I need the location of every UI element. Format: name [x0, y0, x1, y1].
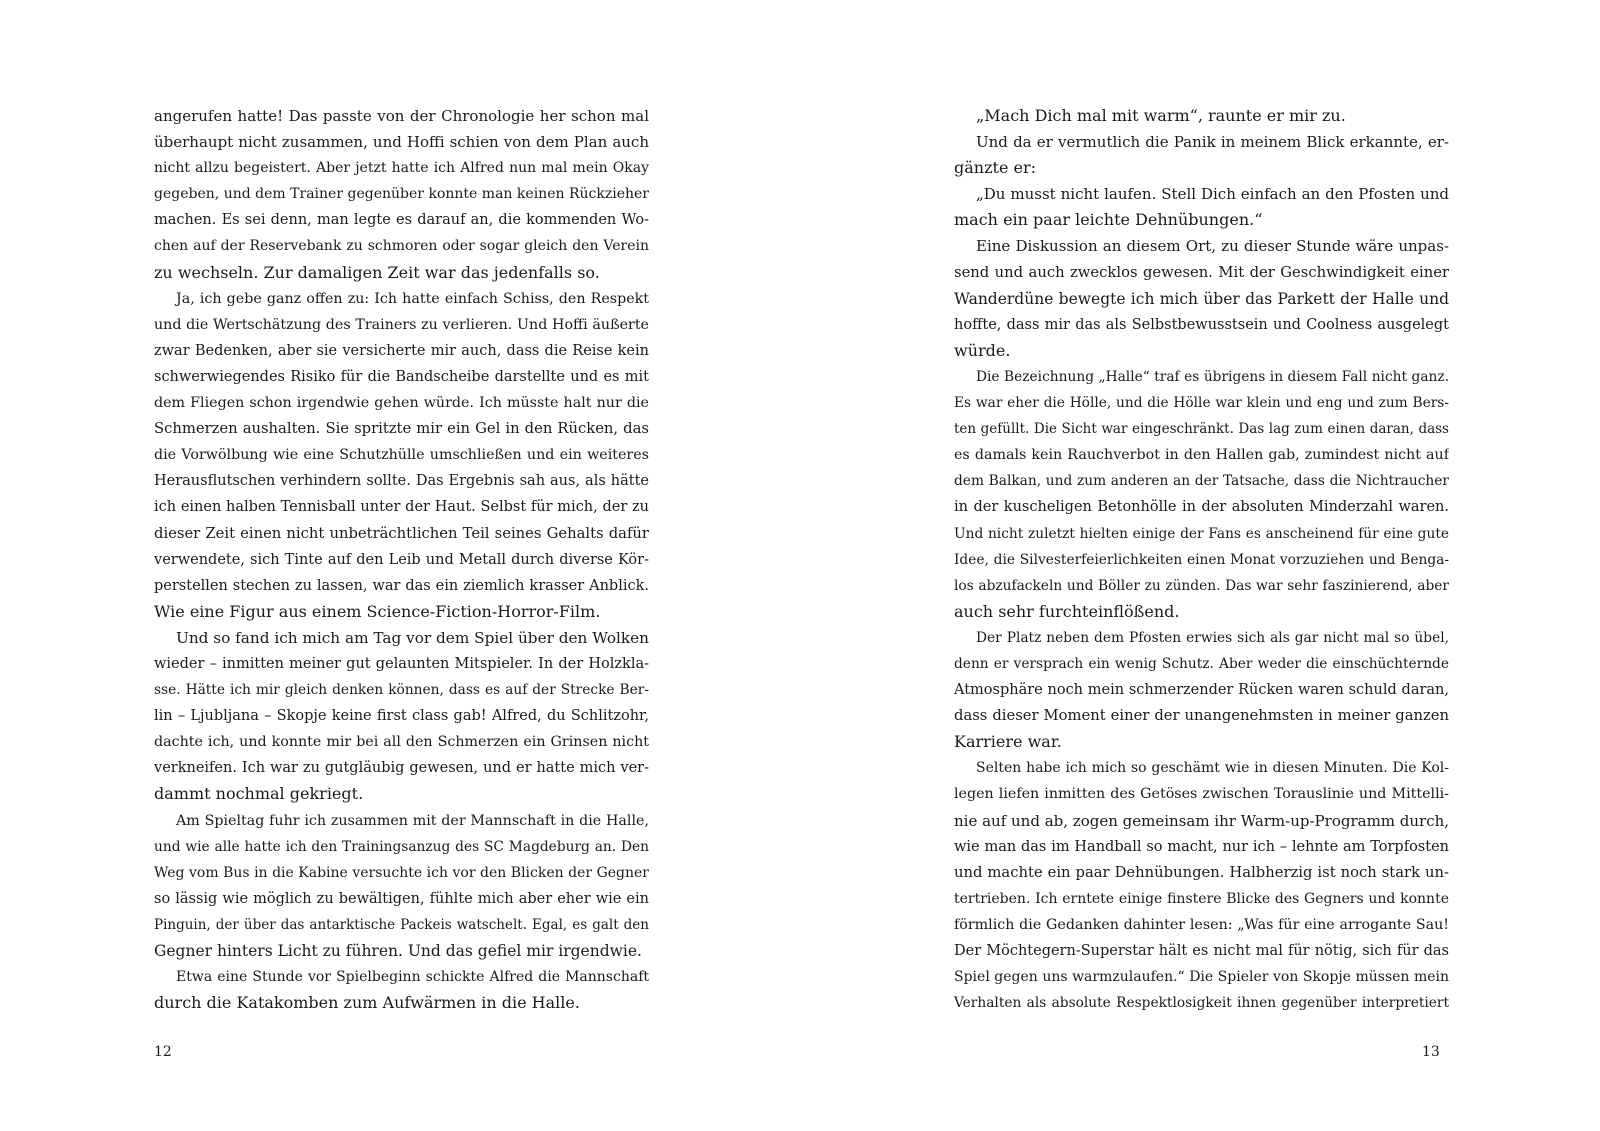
text-line: förmlich die Gedanken dahinter lesen: „Was für eine arrogante Sau! [954, 916, 1449, 933]
text-line: dass dieser Moment einer der unangenehmsten in meiner ganzen [954, 707, 1449, 725]
text-line: denn er versprach ein wenig Schutz. Aber weder die einschüchternde [954, 655, 1449, 672]
text-line: send und auch zwecklos gewesen. Mit der Geschwindigkeit einer [954, 263, 1449, 281]
text-line: angerufen hatte! Das passte von der Chronologie her schon mal [154, 107, 649, 125]
text-line: legen liefen inmitten des Getöses zwischen Torauslinie und Mittelli- [954, 786, 1449, 803]
text-line: perstellen stechen zu lassen, war das ein ziemlich krasser Anblick. [154, 577, 649, 594]
text-line: Etwa eine Stunde vor Spielbeginn schickte Alfred die Mannschaft [176, 969, 649, 986]
text-line: Am Spieltag fuhr ich zusammen mit der Mannschaft in die Halle, [176, 812, 649, 829]
text-line: Der Möchtegern-Superstar hält es nicht mal für nötig, sich für das [954, 943, 1449, 959]
text-line: nie auf und ab, zogen gemeinsam ihr Warm-up-Programm durch, [954, 811, 1449, 830]
text-line: Herausflutschen verhindern sollte. Das Ergebnis sah aus, als hätte [154, 473, 649, 490]
text-line: mach ein paar leichte Dehnübungen.“ [954, 210, 1263, 230]
text-line: verkneifen. Ich war zu gutgläubig gewesen, und er hatte mich ver- [154, 760, 649, 777]
right-page-text [954, 103, 1449, 1016]
text-line: „Mach Dich mal mit warm“, raunte er mir zu. [976, 106, 1346, 125]
text-line: wie man das im Handball so macht, nur ich – lehnte am Torpfosten [954, 838, 1449, 855]
text-line: Weg vom Bus in die Kabine versuchte ich vor den Blicken der Gegner [154, 864, 649, 881]
text-line: lin – Ljubljana – Skopje keine first class gab! Alfred, du Schlitzohr, [154, 708, 649, 725]
text-line: los abzufackeln und Böller zu zünden. Das war sehr faszinierend, aber [954, 577, 1449, 594]
text-line: Karriere war. [954, 732, 1062, 752]
text-line: Wie eine Figur aus einem Science-Fiction-Horror-Film. [154, 601, 601, 621]
text-line: Der Platz neben dem Pfosten erwies sich als gar nicht mal so übel, [976, 629, 1449, 646]
text-line: „Du musst nicht laufen. Stell Dich einfach an den Pfosten und [976, 185, 1449, 204]
text-line: Ja, ich gebe ganz offen zu: Ich hatte einfach Schiss, den Respekt [176, 290, 649, 307]
text-line: Eine Diskussion an diesem Ort, zu dieser Stunde wäre unpas- [976, 237, 1449, 256]
text-line: Pinguin, der über das antarktische Packeis watschelt. Egal, es galt den [154, 916, 649, 933]
right-page-number: 13 [1422, 1044, 1440, 1060]
text-line: Idee, die Silvesterfeierlichkeiten einen Monat vorzuziehen und Benga- [954, 551, 1449, 568]
text-line: auch sehr furchteinflößend. [954, 601, 1180, 621]
text-line: Spiel gegen uns warmzulaufen.“ Die Spieler von Skopje müssen mein [954, 969, 1449, 986]
text-line: Verhalten als absolute Respektlosigkeit ihnen gegenüber interpretiert [954, 995, 1449, 1012]
text-line: zu wechseln. Zur damaligen Zeit war das jedenfalls so. [154, 262, 600, 282]
left-page-number: 12 [154, 1044, 172, 1060]
text-line: und die Wertschätzung des Trainers zu verlieren. Und Hoffi äußerte [154, 316, 649, 333]
text-line: hoffte, dass mir das als Selbstbewusstsein und Coolness ausgelegt [954, 316, 1449, 333]
text-line: dem Balkan, und zum anderen an der Tatsache, dass die Nichtraucher [954, 473, 1449, 490]
text-line: schwerwiegendes Risiko für die Bandscheibe darstellte und es mit [154, 368, 649, 385]
text-line: Und so fand ich mich am Tag vor dem Spiel über den Wolken [176, 628, 649, 647]
text-line: dieser Zeit einen nicht unbeträchtlichen Teil seines Gehalts dafür [154, 524, 649, 542]
text-line: Es war eher die Hölle, und die Hölle war klein und eng und zum Bers- [954, 395, 1449, 412]
text-line: dammt nochmal gekriegt. [154, 784, 364, 804]
text-line: dachte ich, und konnte mir bei all den Schmerzen ein Grinsen nicht [154, 734, 649, 751]
text-line: dem Fliegen schon irgendwie gehen würde. Ich müsste halt nur die [154, 395, 649, 412]
text-line: gänzte er: [954, 158, 1037, 178]
text-line: nicht allzu begeistert. Aber jetzt hatte ich Alfred nun mal mein Okay [154, 160, 649, 177]
text-line: überhaupt nicht zusammen, und Hoffi schien von dem Plan auch [154, 133, 649, 152]
text-line: es damals kein Rauchverbot in den Hallen gab, zumindest nicht auf [954, 447, 1449, 464]
text-line: Gegner hinters Licht zu führen. Und das gefiel mir irgendwie. [154, 942, 642, 960]
text-line: wieder – inmitten meiner gut gelaunten Mitspieler. In der Holzkla- [154, 655, 649, 672]
text-line: sse. Hätte ich mir gleich denken können, dass es auf der Strecke Ber- [154, 682, 649, 699]
text-line: und wie alle hatte ich den Trainingsanzug des SC Magdeburg an. Den [154, 838, 649, 855]
text-line: und machte ein paar Dehnübungen. Halbherzig ist noch stark un- [954, 863, 1449, 881]
text-line: zwar Bedenken, aber sie versicherte mir auch, dass die Reise kein [154, 342, 649, 359]
text-line: Selten habe ich mich so geschämt wie in diesen Minuten. Die Kol- [976, 760, 1449, 777]
text-line: Schmerzen aushalten. Sie spritzte mir ein Gel in den Rücken, das [154, 420, 649, 438]
text-line: würde. [954, 340, 1011, 360]
text-line: Wanderdüne bewegte ich mich über das Parkett der Halle und [954, 289, 1449, 308]
text-line: die Vorwölbung wie eine Schutzhülle umschließen und ein weiteres [154, 447, 649, 464]
text-line: durch die Katakomben zum Aufwärmen in die Halle. [154, 993, 580, 1013]
text-line: Und nicht zuletzt hielten einige der Fans es anscheinend für eine gute [954, 525, 1449, 542]
text-line: ten gefüllt. Die Sicht war eingeschränkt. Das lag zum einen daran, dass [954, 421, 1449, 438]
text-line: Und da er vermutlich die Panik in meinem Blick erkannte, er- [976, 133, 1449, 152]
left-page-text [154, 103, 649, 1016]
text-line: Die Bezeichnung „Halle“ traf es übrigens in diesem Fall nicht ganz. [976, 368, 1449, 385]
text-line: verwendete, sich Tinte auf den Leib und Metall durch diverse Kör- [154, 551, 649, 568]
text-line: ich einen halben Tennisball unter der Haut. Selbst für mich, der zu [154, 499, 649, 516]
text-line: in der kuscheligen Betonhölle in der absoluten Minderzahl waren. [954, 499, 1449, 516]
text-line: chen auf der Reservebank zu schmoren oder sogar gleich den Verein [154, 238, 649, 255]
text-line: machen. Es sei denn, man legte es darauf an, die kommenden Wo- [154, 212, 649, 229]
text-line: so lässig wie möglich zu bewältigen, fühlte mich aber eher wie ein [154, 890, 649, 907]
text-line: tertrieben. Ich erntete einige finstere Blicke des Gegners und konnte [954, 890, 1449, 907]
text-line: gegeben, und dem Trainer gegenüber konnte man keinen Rückzieher [154, 186, 649, 203]
text-line: Atmosphäre noch mein schmerzender Rücken waren schuld daran, [954, 682, 1449, 699]
